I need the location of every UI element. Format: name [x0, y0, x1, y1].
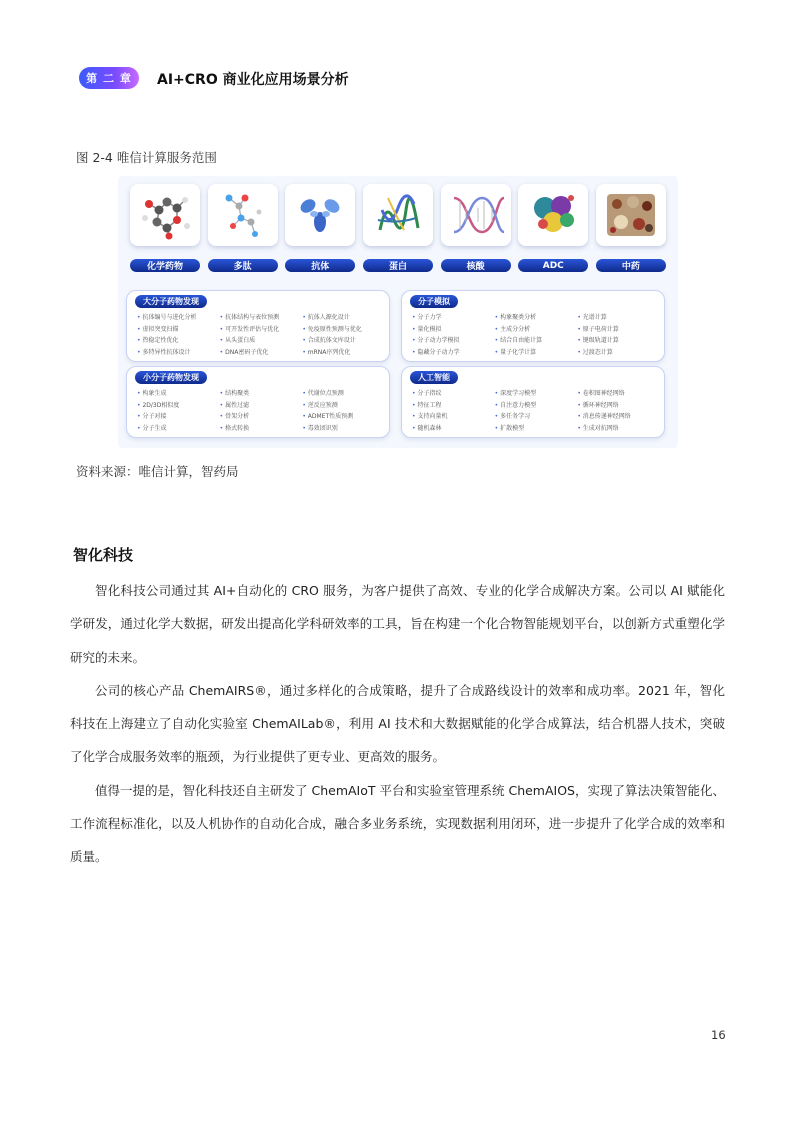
panel-item: • 隐藏分子动力学 — [412, 348, 491, 358]
panel-item: • 随机森林 — [412, 424, 491, 434]
figure-source: 资料来源：唯信计算，智药局 — [76, 464, 239, 479]
category-adc — [518, 184, 588, 280]
antibody-icon — [285, 184, 355, 246]
panel-item: • 分子力学 — [412, 313, 491, 323]
panel-item: • 合成抗体文库设计 — [302, 336, 381, 346]
panel-small-molecule — [126, 366, 390, 438]
panel-item: • 原子电荷计算 — [577, 325, 656, 335]
chapter-title: AI+CRO 商业化应用场景分析 — [157, 72, 349, 88]
panel-item: • 量化模拟 — [412, 325, 491, 335]
panel-item: • DNA密码子优化 — [220, 348, 299, 358]
panel-molecular-simulation — [401, 290, 665, 362]
panel-item: • 光谱计算 — [577, 313, 656, 323]
category-protein — [363, 184, 433, 280]
small-molecule-icon — [130, 184, 200, 246]
nucleic-acid-icon — [441, 184, 511, 246]
category-label: ADC — [518, 259, 588, 272]
category-herbal — [596, 184, 666, 280]
category-label: 核酸 — [441, 259, 511, 272]
category-label: 多肽 — [208, 259, 278, 272]
panel-item: • 分子指纹 — [412, 389, 491, 399]
panel-item: • 抗体结构与表位预测 — [220, 313, 299, 323]
panel-large-molecule — [126, 290, 390, 362]
panel-item: • 结合自由能计算 — [495, 336, 574, 346]
panel-item: • ADMET性质预测 — [302, 412, 381, 422]
panel-item: • 生成对抗网络 — [577, 424, 656, 434]
panel-item: • 毒效团识别 — [302, 424, 381, 434]
panel-item: • 逆反应预测 — [302, 401, 381, 411]
panel-item: • 深度学习模型 — [495, 389, 574, 399]
panel-item: • 结构聚类 — [220, 389, 299, 399]
figure-caption: 图 2-4 唯信计算服务范围 — [76, 150, 217, 165]
panel-item: • 格式转换 — [220, 424, 299, 434]
panel-item: • 自注意力模型 — [495, 401, 574, 411]
panel-item: • 分子对接 — [137, 412, 216, 422]
panel-item: • 构象生成 — [137, 389, 216, 399]
paragraph: 智化科技公司通过其 AI+自动化的 CRO 服务，为客户提供了高效、专业的化学合成解决方案。公司以 AI 赋能化学研发，通过化学大数据，研发出提高化学科研效率的工具，旨在构建一个化合物智能规划平台，以创新方式重塑化学研究的未来。 — [70, 583, 725, 665]
panel-item-grid — [137, 313, 381, 357]
category-label: 化学药物 — [130, 259, 200, 272]
panel-item-grid — [137, 389, 381, 433]
panel-title: 人工智能 — [410, 371, 458, 384]
category-antibody — [285, 184, 355, 280]
herbal-medicine-icon — [596, 184, 666, 246]
panel-item: • 属性过滤 — [220, 401, 299, 411]
peptide-icon — [208, 184, 278, 246]
panel-item: • 键级轨道计算 — [577, 336, 656, 346]
panel-item: • 抗体人源化设计 — [302, 313, 381, 323]
panel-item: • 从头蛋白质 — [220, 336, 299, 346]
panel-item: • 2D/3D相似度 — [137, 401, 216, 411]
panel-item-grid — [412, 389, 656, 433]
panel-title: 小分子药物发现 — [135, 371, 207, 384]
section-heading: 智化科技 — [73, 546, 134, 564]
category-label: 蛋白 — [363, 259, 433, 272]
panel-item: • 支持向量机 — [412, 412, 491, 422]
panel-artificial-intelligence — [401, 366, 665, 438]
panel-item: • 卷积图神经网络 — [577, 389, 656, 399]
panel-item: • 过渡态计算 — [577, 348, 656, 358]
category-label: 抗体 — [285, 259, 355, 272]
protein-icon — [363, 184, 433, 246]
panel-item: • 消息传递神经网络 — [577, 412, 656, 422]
adc-icon — [518, 184, 588, 246]
panel-item: • mRNA序列优化 — [302, 348, 381, 358]
paragraph: 公司的核心产品 ChemAIRS®，通过多样化的合成策略，提升了合成路线设计的效率和成功率。2021 年，智化科技在上海建立了自动化实验室 ChemAILab®，利用 AI 技术和大数据赋能的化学合成算法，结合机器人技术，突破了化学合成服务效率的瓶颈，为行业提供了更专业、更高效的服务。 — [70, 682, 725, 765]
panel-item: • 热稳定性优化 — [137, 336, 216, 346]
category-label: 中药 — [596, 259, 666, 272]
panel-item: • 抗体编号与进化分析 — [137, 313, 216, 323]
panel-title: 大分子药物发现 — [135, 295, 207, 308]
panel-item: • 分子动力学模拟 — [412, 336, 491, 346]
panel-item: • 主成分分析 — [495, 325, 574, 335]
category-peptide — [208, 184, 278, 280]
panel-item: • 量子化学计算 — [495, 348, 574, 358]
panel-item: • 循环神经网络 — [577, 401, 656, 411]
category-row — [130, 184, 666, 280]
panel-item: • 多任务学习 — [495, 412, 574, 422]
category-small-molecule — [130, 184, 200, 280]
panel-item: • 代谢位点预测 — [302, 389, 381, 399]
panel-item: • 免疫原性预测与优化 — [302, 325, 381, 335]
panel-item: • 特征工程 — [412, 401, 491, 411]
panel-item: • 虚拟突变扫描 — [137, 325, 216, 335]
panel-item: • 可开发性评估与优化 — [220, 325, 299, 335]
panel-item-grid — [412, 313, 656, 357]
paragraph: 值得一提的是，智化科技还自主研发了 ChemAIoT 平台和实验室管理系统 ChemAIOS，实现了算法决策智能化、工作流程标准化，以及人机协作的自动化合成，融合多业务系统，实现数据利用闭环，进一步提升了化学合成的效率和质量。 — [70, 782, 725, 865]
panel-item: • 骨架分析 — [220, 412, 299, 422]
figure-service-scope — [118, 176, 678, 448]
panel-title: 分子模拟 — [410, 295, 458, 308]
category-nucleic-acid — [441, 184, 511, 280]
chapter-badge: 第 二 章 — [79, 67, 139, 89]
body-text — [70, 574, 725, 874]
panel-item: • 多特异性抗体设计 — [137, 348, 216, 358]
panel-item: • 分子生成 — [137, 424, 216, 434]
panel-item: • 构象聚类分析 — [495, 313, 574, 323]
page-number: 16 — [711, 1028, 726, 1042]
panel-item: • 扩散模型 — [495, 424, 574, 434]
